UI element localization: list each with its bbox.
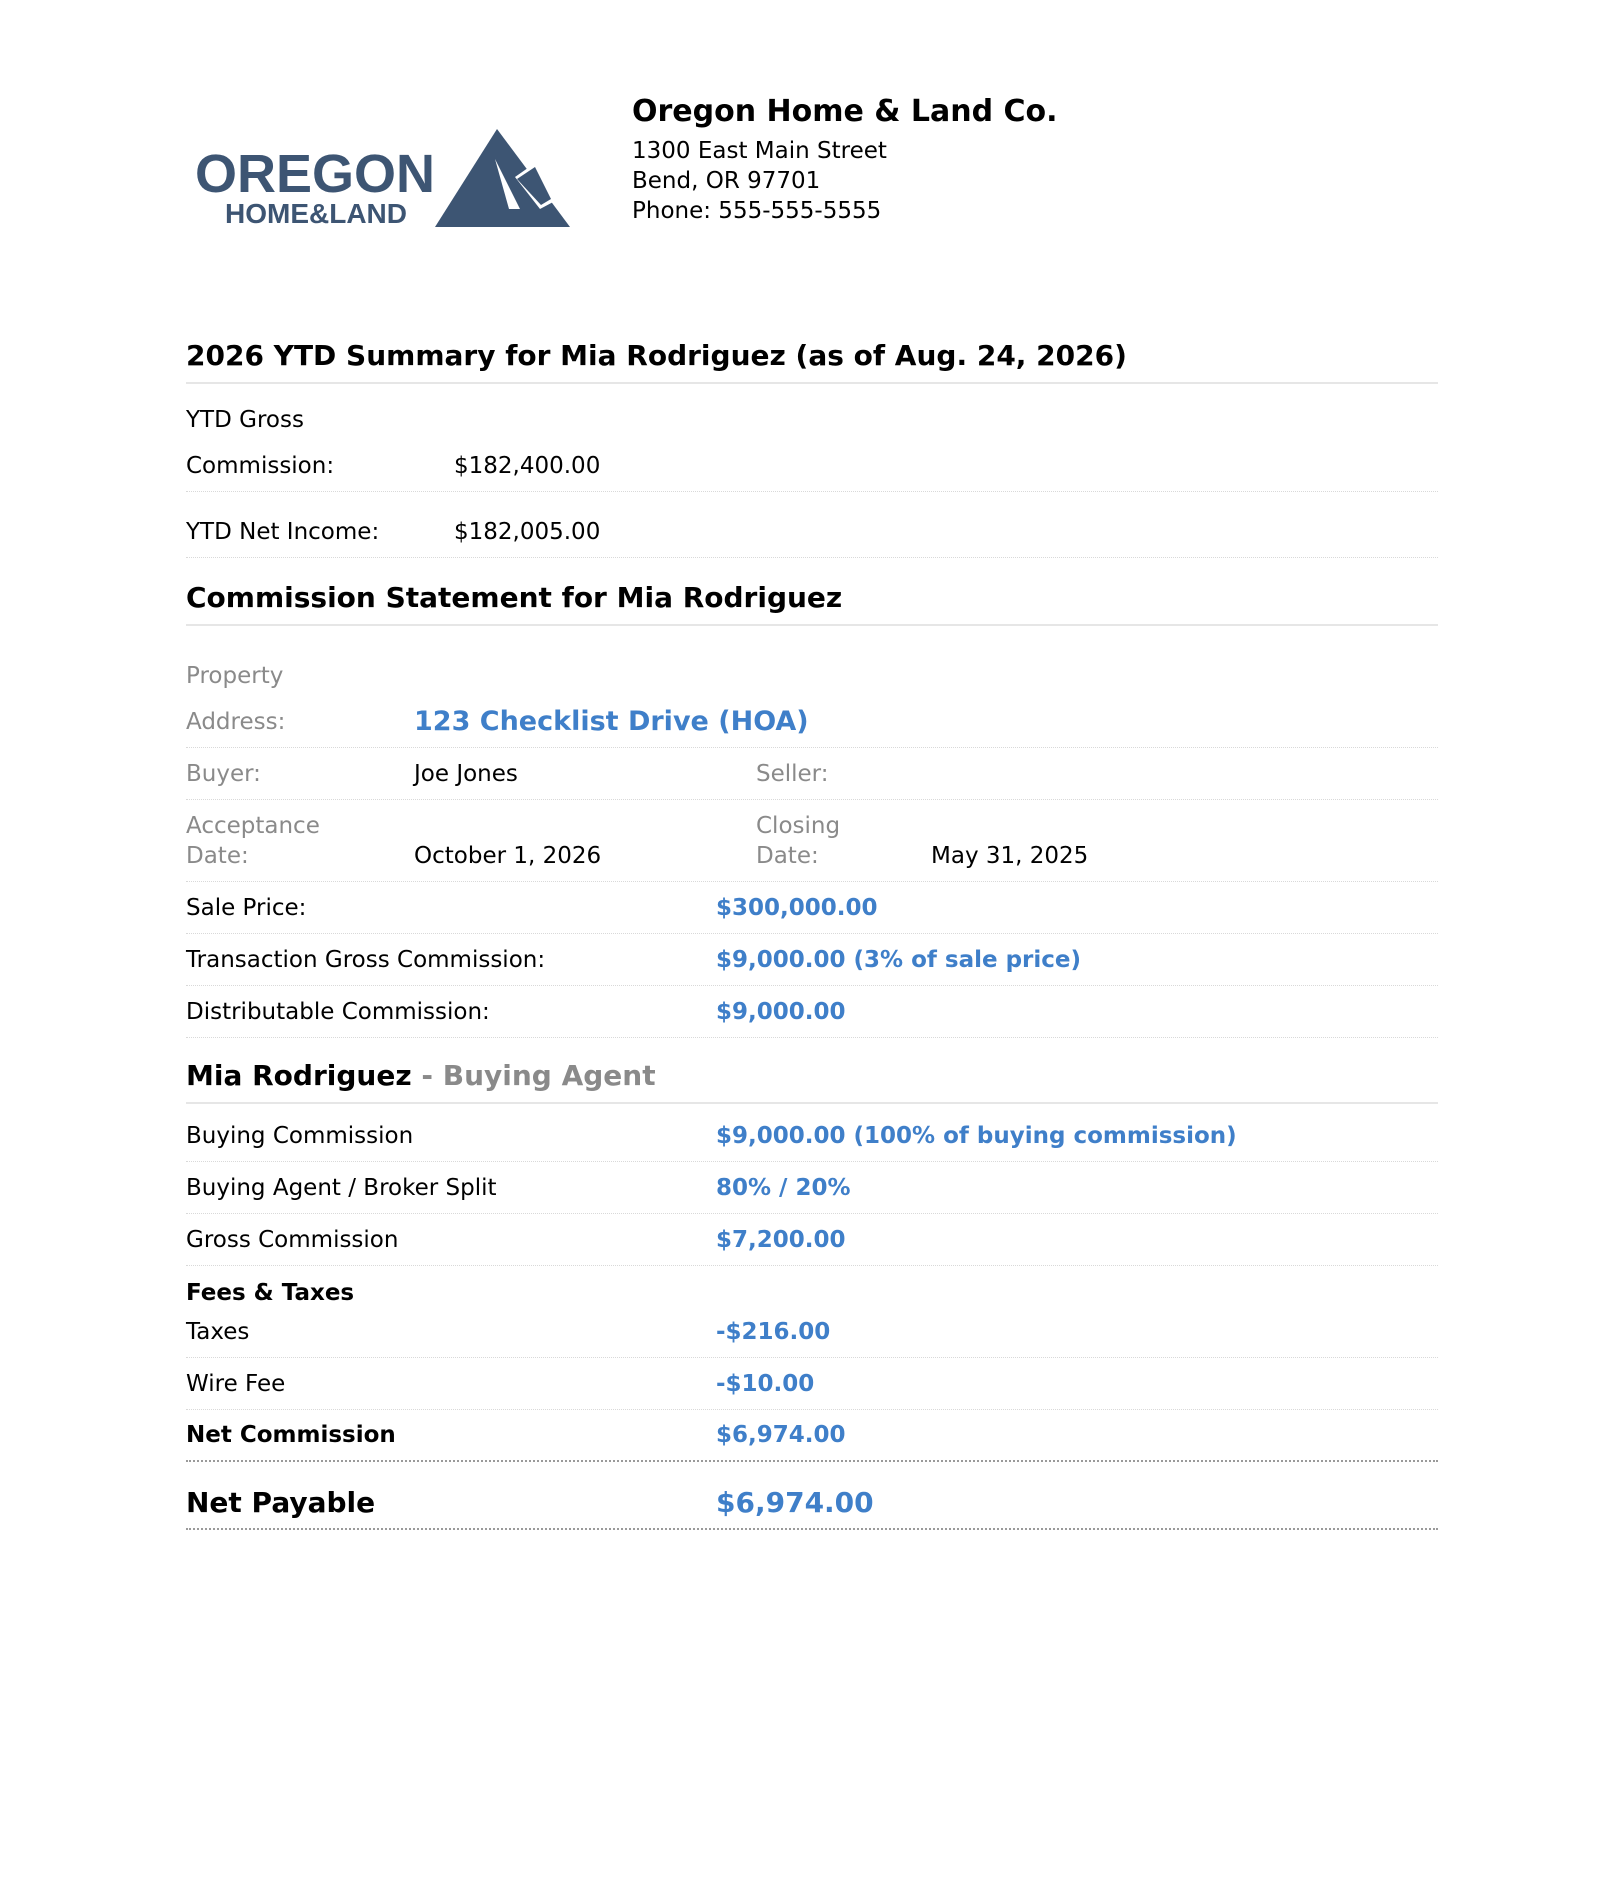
distributable-commission-label: Distributable Commission: (186, 999, 490, 1025)
statement-details (186, 626, 1438, 1038)
buying-commission-label: Buying Commission (186, 1123, 414, 1149)
agent-details (186, 1104, 1438, 1530)
closing-date-label (756, 811, 931, 871)
company-address-line-1: 1300 East Main Street (632, 138, 887, 164)
company-info (632, 92, 1058, 226)
fees-taxes-heading: Fees & Taxes (186, 1280, 355, 1306)
taxes-label: Taxes (186, 1319, 250, 1345)
acceptance-label-line2: Date: (186, 843, 249, 869)
agent-name: Mia Rodriguez (186, 1059, 412, 1092)
company-name: Oregon Home & Land Co. (632, 94, 1058, 129)
logo-text-main: OREGON (195, 144, 436, 204)
wire-fee-label: Wire Fee (186, 1371, 286, 1397)
acceptance-date-value: October 1, 2026 (414, 843, 602, 869)
ytd-net-value: $182,005.00 (454, 519, 601, 545)
agent-broker-split-label: Buying Agent / Broker Split (186, 1175, 497, 1201)
property-address-value: 123 Checklist Drive (HOA) (414, 706, 809, 737)
statement-title: Commission Statement for Mia Rodriguez (186, 558, 1438, 626)
buying-commission-row (186, 1104, 1438, 1162)
sale-price-value: $300,000.00 (716, 895, 878, 921)
agent-broker-split-value: 80% / 20% (716, 1175, 851, 1201)
ytd-gross-label-line1: YTD Gross (186, 407, 304, 433)
buyer-label: Buyer: (186, 761, 261, 787)
agent-section-title (186, 1038, 1438, 1104)
wire-fee-value: -$10.00 (716, 1371, 815, 1397)
net-commission-value: $6,974.00 (716, 1422, 846, 1448)
sale-price-row (186, 882, 1438, 934)
gross-commission-label: Gross Commission (186, 1227, 399, 1253)
logo-text-sub: HOME&LAND (225, 198, 407, 229)
gross-commission-value: $7,200.00 (716, 1227, 846, 1253)
fee-row-wire (186, 1358, 1438, 1410)
closing-date-value: May 31, 2025 (931, 843, 1089, 869)
dates-row (186, 800, 1438, 882)
gross-commission-row (186, 1214, 1438, 1266)
acceptance-label-line1: Acceptance (186, 813, 320, 839)
buying-commission-value: $9,000.00 (100% of buying commission) (716, 1123, 1237, 1149)
ytd-net-label: YTD Net Income: (186, 519, 380, 545)
net-payable-value: $6,974.00 (716, 1486, 874, 1519)
property-label-line1: Property (186, 663, 284, 689)
company-logo (195, 127, 570, 232)
fee-row-taxes (186, 1308, 1438, 1358)
net-payable-label: Net Payable (186, 1486, 376, 1519)
property-row (186, 626, 1438, 748)
acceptance-date-label (186, 811, 414, 871)
distributable-commission-row (186, 986, 1438, 1038)
closing-label-line2: Date: (756, 843, 819, 869)
agent-broker-split-row (186, 1162, 1438, 1214)
agent-role: - Buying Agent (411, 1059, 656, 1092)
buyer-seller-row (186, 748, 1438, 800)
distributable-commission-value: $9,000.00 (716, 999, 846, 1025)
ytd-net-row (186, 492, 1438, 558)
net-payable-row (186, 1462, 1438, 1530)
property-label (186, 661, 414, 737)
seller-label: Seller: (756, 761, 829, 787)
company-phone: Phone: 555-555-5555 (632, 198, 882, 224)
transaction-gross-commission-row (186, 934, 1438, 986)
property-label-line2: Address: (186, 709, 286, 735)
closing-label-line1: Closing (756, 813, 841, 839)
company-address-line-2: Bend, OR 97701 (632, 168, 821, 194)
ytd-summary (186, 384, 1438, 558)
statement-content (186, 338, 1438, 1530)
net-commission-row (186, 1410, 1438, 1462)
ytd-gross-row (186, 384, 1438, 492)
ytd-gross-label (186, 405, 454, 481)
net-commission-label: Net Commission (186, 1422, 396, 1448)
taxes-value: -$216.00 (716, 1319, 831, 1345)
sale-price-label: Sale Price: (186, 895, 307, 921)
transaction-gross-commission-value: $9,000.00 (3% of sale price) (716, 947, 1082, 973)
transaction-gross-commission-label: Transaction Gross Commission: (186, 947, 546, 973)
ytd-gross-label-line2: Commission: (186, 453, 335, 479)
ytd-gross-value: $182,400.00 (454, 453, 601, 479)
buyer-value: Joe Jones (414, 761, 518, 787)
ytd-summary-title: 2026 YTD Summary for Mia Rodriguez (as of Aug. 24, 2026) (186, 338, 1438, 384)
